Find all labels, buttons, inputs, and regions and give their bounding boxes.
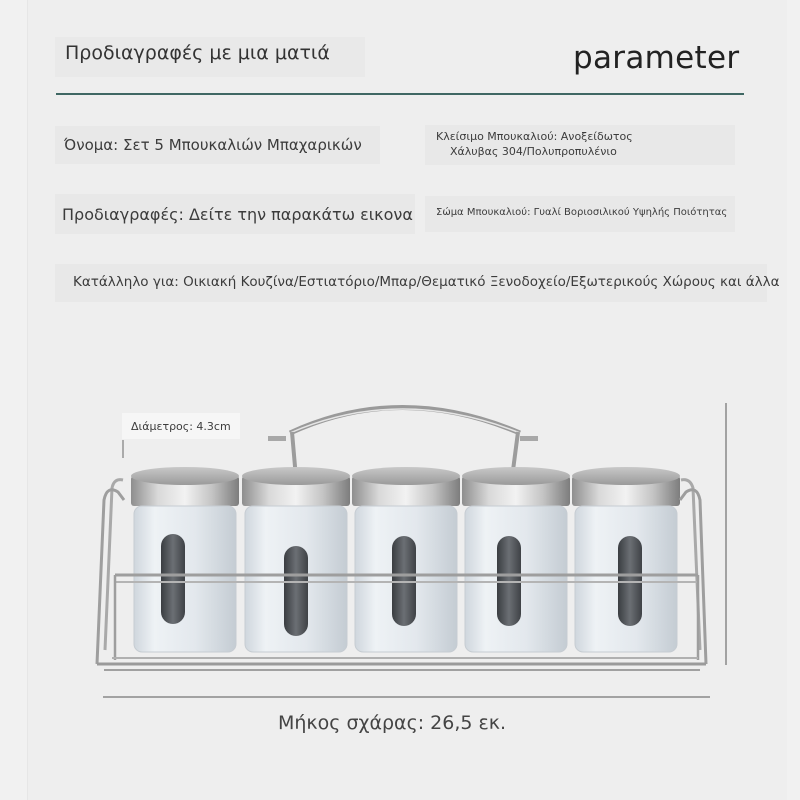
specification-text: Προδιαγραφές: Δείτε την παρακάτω εικονα [62, 205, 413, 224]
jar-2 [242, 467, 350, 652]
diameter-label: Διάμετρος: 4.3cm [131, 420, 231, 433]
jar-1 [131, 467, 239, 652]
suitable-for-text: Κατάλληλο για: Οικιακή Κουζίνα/Εστιατόριο/Μπαρ/Θεματικό Ξενοδοχείο/Εξωτερικούς Χώρους και άλλα [73, 274, 780, 290]
jar-3 [352, 467, 460, 652]
lid-material-line-1: Κλείσιμο Μπουκαλιού: Ανοξείδωτος [436, 130, 633, 143]
header-title: Προδιαγραφές με μια ματιά [65, 42, 330, 64]
jar-5 [572, 467, 680, 652]
bottle-body-material: Σώμα Μπουκαλιού: Γυαλί Βοριοσιλικού Υψηλής Ποιότητας [436, 207, 728, 218]
parameter-heading: parameter [573, 40, 740, 76]
product-name: Όνομα: Σετ 5 Μπουκαλιών Μπαχαρικών [64, 136, 362, 154]
lid-material-line-2: Χάλυβας 304/Πολυπροπυλένιο [450, 145, 617, 158]
rack-length-label: Μήκος σχάρας: 26,5 εκ. [278, 712, 507, 734]
jar-4 [462, 467, 570, 652]
